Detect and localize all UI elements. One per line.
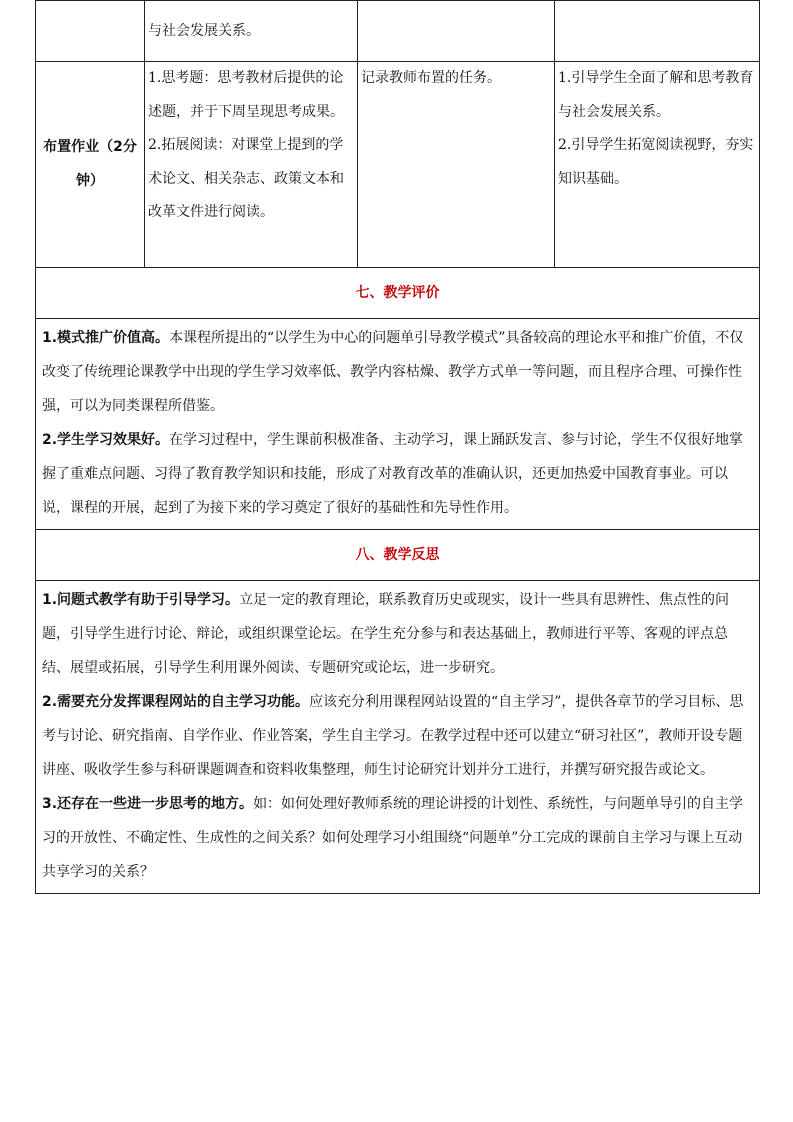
homework-label-line2: 钟）	[76, 172, 104, 189]
reflection-title-row	[36, 530, 760, 581]
evaluation-item-text: 在学习过程中，学生课前积极准备、主动学习，课上踊跃发言、参与讨论，学生不仅很好地掌握了重难点问题、习得了教育教学知识和技能，形成了对教育改革的准确认识，还更加热爱中国教育事业。可以说，课程的开展，起到了为接下来的学习奠定了很好的基础性和先导性作用。	[42, 432, 744, 516]
top-teacher-cell: 与社会发展关系。	[145, 1, 358, 62]
homework-intent-item-2: 2.引导学生拓宽阅读视野，夯实知识基础。	[558, 137, 754, 187]
reflection-item	[42, 583, 753, 685]
reflection-item-text: 立足一定的教育理论，联系教育历史或现实，设计一些具有思辨性、焦点性的问题，引导学生进行讨论、辩论，或组织课堂论坛。在学生充分参与和表达基础上，教师进行平等、客观的评点总结、展望或拓展，引导学生利用课外阅读、专题研究或论坛，进一步研究。	[42, 592, 730, 676]
reflection-item-text: 如：如何处理好教师系统的理论讲授的计划性、系统性，与问题单导引的自主学习的开放性、不确定性、生成性的之间关系？如何处理学习小组围绕“问题单”分工完成的课前自主学习与课上互动共享学习的关系？	[42, 796, 744, 880]
evaluation-item-heading: 1.模式推广价值高。	[42, 330, 170, 346]
reflection-body	[36, 581, 760, 894]
evaluation-title-row	[36, 268, 760, 319]
evaluation-item-text: 本课程所提出的“以学生为中心的问题单引导教学模式”具备较高的理论水平和推广价值，不仅改变了传统理论课教学中出现的学生学习效率低、教学内容枯燥、教学方式单一等问题，而且程序合理、可操作性强，可以为同类课程所借鉴。	[42, 330, 744, 414]
homework-intent-cell	[555, 62, 760, 268]
homework-label	[36, 62, 145, 268]
evaluation-body	[36, 319, 760, 530]
reflection-item-text: 应该充分利用课程网站设置的“自主学习”，提供各章节的学习目标、思考与讨论、研究指南、自学作业、作业答案，学生自主学习。在教学过程中还可以建立“研习社区”，教师开设专题讲座、吸收学生参与科研课题调查和资料收集整理，师生讨论研究计划并分工进行，并撰写研究报告或论文。	[42, 694, 744, 778]
homework-intent-item-1: 1.引导学生全面了解和思考教育与社会发展关系。	[558, 70, 754, 120]
reflection-body-row	[36, 581, 760, 894]
homework-row	[36, 62, 760, 268]
reflection-item	[42, 685, 753, 787]
homework-teacher-cell	[145, 62, 358, 268]
top-intent-cell	[555, 1, 760, 62]
reflection-item-heading: 2.需要充分发挥课程网站的自主学习功能。	[42, 694, 310, 710]
reflection-item	[42, 787, 753, 889]
homework-label-line1: 布置作业（2分	[43, 139, 137, 155]
reflection-item-heading: 3.还存在一些进一步思考的地方。	[42, 796, 254, 812]
homework-student-cell	[358, 62, 555, 268]
reflection-item-heading: 1.问题式教学有助于引导学习。	[42, 592, 240, 608]
top-continuation-row	[36, 1, 760, 62]
evaluation-title: 七、教学评价	[36, 268, 760, 319]
evaluation-item	[42, 423, 753, 525]
evaluation-body-row	[36, 319, 760, 530]
top-student-cell	[358, 1, 555, 62]
evaluation-item-heading: 2.学生学习效果好。	[42, 432, 170, 448]
homework-teacher-item-1: 1.思考题：思考教材后提供的论述题，并于下周呈现思考成果。	[148, 70, 344, 120]
evaluation-item	[42, 321, 753, 423]
top-label-cell	[36, 1, 145, 62]
homework-student-text: 记录教师布置的任务。	[361, 70, 501, 86]
reflection-title: 八、教学反思	[36, 530, 760, 581]
lesson-plan-table	[35, 0, 760, 894]
homework-teacher-item-2: 2.拓展阅读：对课堂上提到的学术论文、相关杂志、政策文本和改革文件进行阅读。	[148, 137, 344, 220]
